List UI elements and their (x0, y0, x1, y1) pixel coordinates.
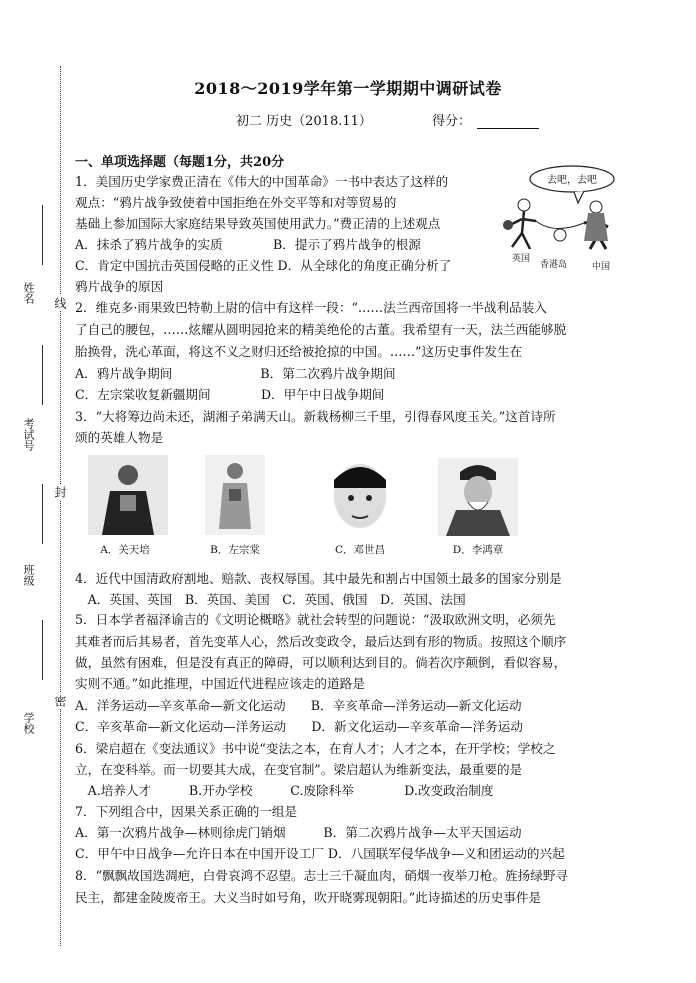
class-blank-line (42, 484, 43, 544)
cartoon-label-hk: 香港岛 (540, 260, 568, 270)
seal-line-char: 线 (53, 297, 67, 309)
score-blank (477, 116, 539, 129)
caption-d: D．李鸿章 (452, 544, 504, 556)
question-line: 6．梁启超在《变法通议》书中说“变法之本，在育人才；人才之本，在开学校；学校之 (75, 741, 556, 756)
caption-a: A．关天培 (100, 544, 150, 556)
question-line: 1．美国历史学家费正清在《伟大的中国革命》一书中表达了这样的 (75, 174, 449, 189)
exam-title: 2018～2019学年第一学期期中调研试卷 (194, 79, 502, 98)
question-line: 7．下列组合中，因果关系正确的一组是 (75, 804, 298, 819)
portrait-zuo-zongtang (205, 455, 265, 535)
question-line: A．第一次鸦片战争—林则徐虎门销烟 B．第二次鸦片战争—太平天国运动 (75, 825, 522, 840)
name-label: 姓名 (22, 282, 35, 304)
question-line: 2．维克多·雨果致巴特勒上尉的信中有这样一段：“……法兰西帝国将一半战利品装入 (75, 300, 547, 315)
class-label: 班级 (22, 564, 35, 586)
portrait-li-hongzhang (438, 458, 518, 536)
caption-c: C．邓世昌 (334, 544, 386, 556)
question-line: 观点：“鸦片战争致使着中国拒绝在外交平等和对等贸易的 (75, 195, 397, 210)
question-line: 做，虽然有困难，但是没有真正的障碍，可以顺利达到目的。倘若次序颠倒，看似容易， (75, 655, 567, 670)
seal-secret-char: 密 (53, 695, 67, 707)
question-line: 8．“飘飘故国迭凋疤，白骨哀鸿不忍望。志士三千凝血肉，硝烟一夜举刀枪。旌扬绿野寻 (75, 868, 569, 883)
exam-no-label: 考试号 (22, 418, 35, 451)
question-line: 立，在变科举。而一切要其大成，在变官制”。梁启超认为维新变法，最重要的是 (75, 762, 523, 777)
portrait-deng-shichang (322, 458, 398, 536)
question-line: C．肯定中国抗击英国侵略的正义性 D．从全球化的角度正确分析了 (75, 258, 452, 273)
school-label: 学校 (22, 712, 35, 734)
question-line: 其难者而后其易者，首先变革人心，然后改变政令，最后达到有形的物质。按照这个顺序 (75, 634, 567, 649)
question-line: 3．“大将筹边尚未还，湖湘子弟满天山。新栽杨柳三千里，引得春风度玉关。”这首诗所 (75, 409, 556, 424)
section-title: 一、单项选择题（每题1分，共20分 (75, 155, 285, 170)
name-blank-line (42, 205, 43, 265)
question-line: 胎换骨，洗心革面，将这不义之财归还给被抢掠的中国。……”这历史事件发生在 (75, 344, 523, 359)
question-line: A.培养人才 B.开办学校 C.废除科举 D.改变政治制度 (75, 783, 494, 798)
question-line: A．英国、英国 B．英国、美国 C．英国、俄国 D．英国、法国 (75, 592, 466, 607)
school-blank-line (42, 620, 43, 680)
portrait-guan-tianpei (88, 455, 168, 535)
exam-no-blank-line (42, 345, 43, 405)
seal-seal-char: 封 (53, 486, 67, 498)
question-line: 了自己的腰包，……炫耀从圆明园抢来的精美绝伦的古董。我希望有一天，法兰西能够脱 (75, 322, 567, 337)
score-label: 得分： (432, 114, 472, 129)
question-line: 基础上参加国际大家庭结果导致英国使用武力。”费正清的上述观点 (75, 216, 441, 231)
question-line: 鸦片战争的原因 (75, 279, 164, 294)
cartoon-label-cn: 中国 (592, 262, 611, 272)
caption-b: B．左宗棠 (210, 544, 260, 556)
question-line: A．洋务运动—辛亥革命—新文化运动 B．辛亥革命—洋务运动—新文化运动 (75, 698, 522, 713)
question-line: 民主，都建金陵废帝王。大义当时如号角，吹开晓雾现朝阳。”此诗描述的历史事件是 (75, 890, 542, 905)
cartoon-speech: 去吧，去吧 (547, 175, 597, 186)
cartoon-illustration (492, 163, 626, 273)
question-line: 颂的英雄人物是 (75, 430, 164, 445)
exam-subtitle: 初二 历史（2018.11） (236, 114, 372, 129)
question-line: 5．日本学者福泽谕吉的《文明论概略》就社会转型的问题说：“汲取欧洲文明，必须先 (75, 612, 556, 627)
score-field (432, 110, 539, 129)
question-line: A．鸦片战争期间 B．第二次鸦片战争期间 (75, 366, 396, 381)
binding-dotted-line (60, 66, 61, 946)
question-line: C．甲午中日战争—允许日本在中国开设工厂 D．八国联军侵华战争—义和团运动的兴起 (75, 846, 565, 861)
question-line: C．辛亥革命—新文化运动—洋务运动 D．新文化运动—辛亥革命—洋务运动 (75, 719, 523, 734)
question-line: C．左宗棠收复新疆期间 D．甲午中日战争期间 (75, 387, 385, 402)
question-line: A．抹杀了鸦片战争的实质 B．提示了鸦片战争的根源 (75, 237, 421, 252)
question-line: 实则不通。”如此推理，中国近代进程应该走的道路是 (75, 676, 365, 691)
question-line: 4．近代中国清政府割地、赔款、丧权辱国。其中最先和割占中国领土最多的国家分别是 (75, 571, 562, 586)
cartoon-label-uk: 英国 (512, 254, 531, 264)
